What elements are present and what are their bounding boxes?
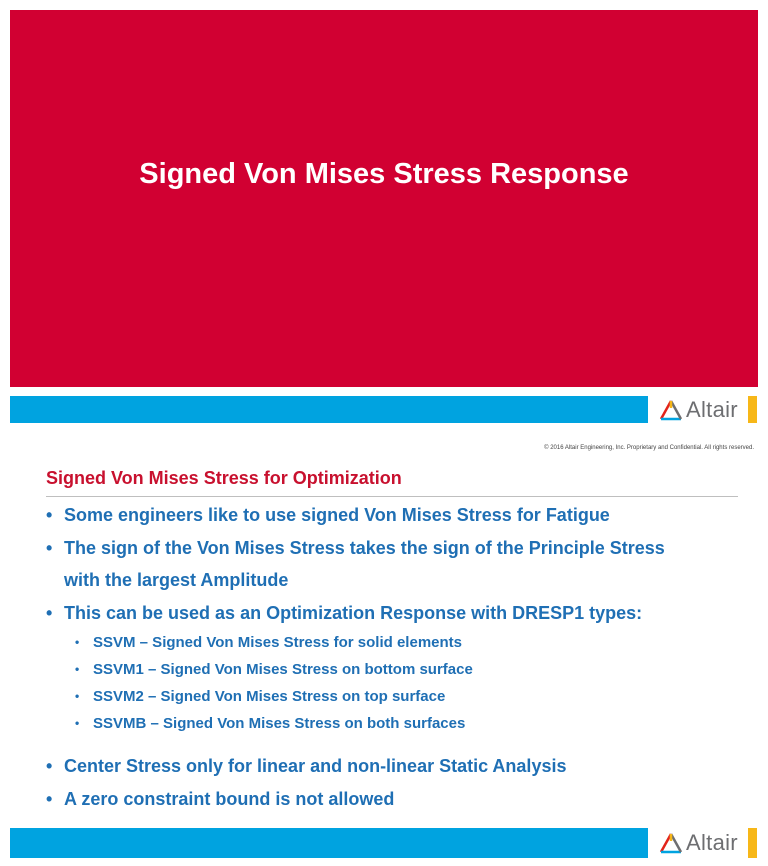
sub-bullet-text: SSVM – Signed Von Mises Stress for solid elements xyxy=(93,634,462,651)
list-item xyxy=(46,499,746,532)
sub-bullet-text: SSVM2 – Signed Von Mises Stress on top surface xyxy=(93,688,446,705)
bullet-text: Some engineers like to use signed Von Mises Stress for Fatigue xyxy=(64,505,610,525)
sub-list-item xyxy=(46,656,746,683)
sub-bullet-text: SSVM1 – Signed Von Mises Stress on bottom surface xyxy=(93,661,473,678)
footer-band-bottom xyxy=(10,828,648,858)
logo-accent-bar xyxy=(748,828,757,858)
list-item xyxy=(46,750,746,783)
list-item xyxy=(46,597,746,630)
list-spacer xyxy=(46,737,746,750)
bullet-icon: • xyxy=(46,756,53,776)
sub-bullet-icon: • xyxy=(75,689,80,703)
sub-bullet-text: SSVMB – Signed Von Mises Stress on both surfaces xyxy=(93,715,466,732)
altair-logo xyxy=(659,396,738,423)
bullet-icon: • xyxy=(46,602,53,623)
bullet-icon: • xyxy=(46,788,53,809)
altair-logo-bottom xyxy=(659,828,738,858)
altair-logo-text: Altair xyxy=(686,396,738,422)
altair-logo-text: Altair xyxy=(686,830,738,855)
slide-heading: Signed Von Mises Stress for Optimization xyxy=(46,468,402,488)
sub-list-item xyxy=(46,710,746,737)
copyright-notice: © 2016 Altair Engineering, Inc. Proprietary and Confidential. All rights reserved. xyxy=(544,445,754,451)
bullet-text: The sign of the Von Mises Stress takes the sign of the Principle Stress xyxy=(64,537,665,558)
sub-bullet-icon: • xyxy=(75,635,80,649)
bullet-text: with the largest Amplitude xyxy=(64,570,289,590)
sub-bullet-icon: • xyxy=(75,662,80,676)
heading-divider xyxy=(46,496,738,497)
sub-bullet-icon: • xyxy=(75,716,80,730)
altair-triangle-icon xyxy=(659,832,683,854)
sub-list-item xyxy=(46,683,746,710)
altair-triangle-icon xyxy=(659,399,683,421)
bullet-text: A zero constraint bound is not allowed xyxy=(64,788,395,809)
footer-band xyxy=(10,396,648,423)
slide-title: Signed Von Mises Stress Response xyxy=(139,158,629,190)
list-item xyxy=(46,532,746,565)
title-slide xyxy=(10,10,758,387)
bullet-icon: • xyxy=(46,505,53,525)
bullet-text: Center Stress only for linear and non-linear Static Analysis xyxy=(64,756,567,776)
bullet-list xyxy=(46,499,746,815)
list-item xyxy=(46,783,746,816)
list-item-continuation xyxy=(46,564,746,597)
logo-accent-bar xyxy=(748,396,757,423)
bullet-text: This can be used as an Optimization Response with DRESP1 types: xyxy=(64,602,643,623)
bullet-icon: • xyxy=(46,537,53,558)
sub-list-item xyxy=(46,629,746,656)
